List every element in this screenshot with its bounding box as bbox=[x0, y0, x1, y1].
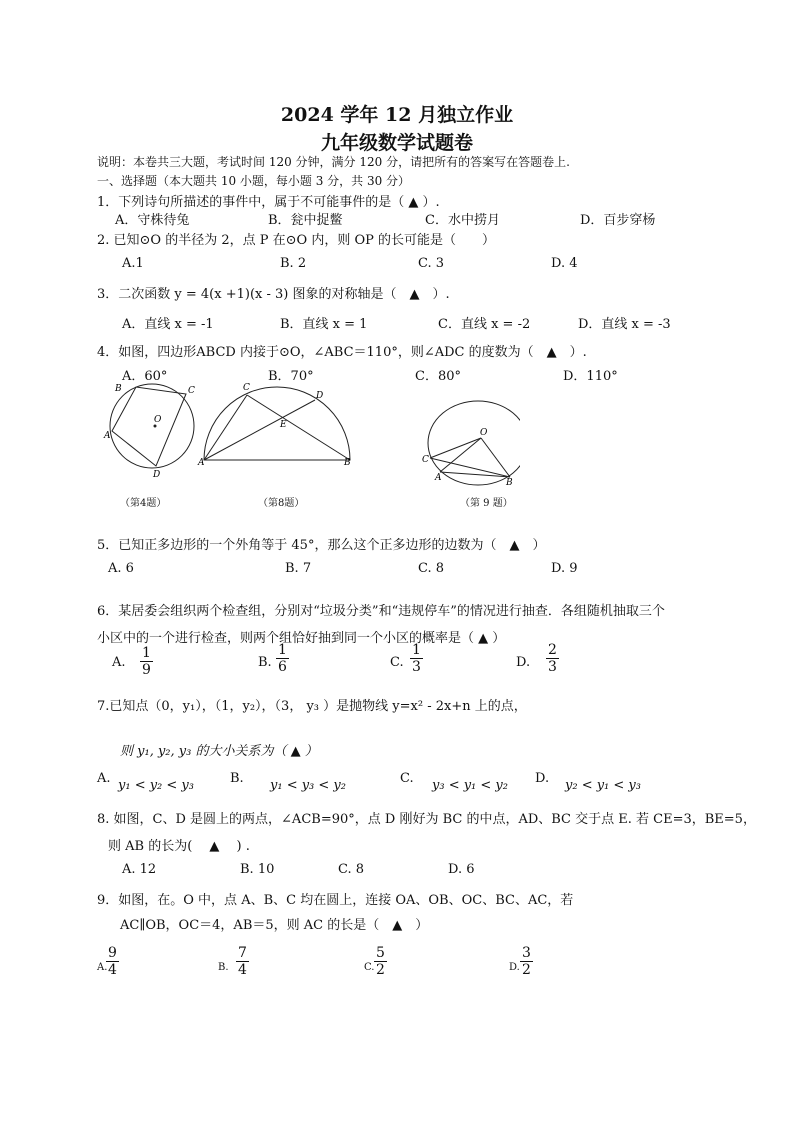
q2-stem: 2. 已知⊙O 的半径为 2，点 P 在⊙O 内，则 OP 的长可能是（ ） bbox=[97, 233, 495, 248]
q7-option-a-label: A. bbox=[97, 771, 111, 786]
section-heading: 一、选择题（本大题共 10 小题，每小题 3 分，共 30 分） bbox=[97, 174, 411, 188]
exam-title: 2024 学年 12 月独立作业 bbox=[280, 104, 514, 126]
q8-stem-line1: 8. 如图，C、D 是圆上的两点，∠ACB=90°，点 D 刚好为 BC 的中点，AD、BC 交于点 E. 若 CE=3，BE=5， bbox=[97, 812, 756, 827]
q2-option-b: B. 2 bbox=[280, 256, 307, 271]
q6-option-a-fraction: $\frac{1}{9}$ bbox=[142, 645, 151, 678]
fig9-label-a: A bbox=[435, 473, 442, 483]
q9-option-b-fraction: $\frac{7}{4}$ bbox=[238, 945, 247, 978]
q6-option-d-label: D. bbox=[516, 655, 531, 670]
fig9-label-o: O bbox=[480, 428, 488, 438]
q5-option-a: A. 6 bbox=[108, 561, 134, 576]
q8-option-b: B. 10 bbox=[240, 862, 275, 877]
figure-8 bbox=[197, 383, 351, 468]
fig8-label-d: D bbox=[316, 391, 324, 401]
q7-option-d-expr: y₂ < y₁ < y₃ bbox=[565, 778, 641, 793]
q4-option-a: A．60° bbox=[122, 369, 168, 384]
caption-fig9: （第 9 题） bbox=[460, 498, 513, 509]
q9-option-c-label: C. bbox=[364, 962, 375, 973]
q6-stem-line2: 小区中的一个进行检查，则两个组恰好抽到同一个小区的概率是（ ▲ ） bbox=[97, 631, 506, 646]
q6-stem-line1: 6．某居委会组织两个检查组，分别对“垃圾分类”和“违规停车”的情况进行抽查．各组随机抽取三个 bbox=[97, 604, 665, 619]
q9-option-a-label: A. bbox=[97, 962, 108, 973]
q6-option-b-fraction: $\frac{1}{6}$ bbox=[278, 642, 287, 675]
figure-4 bbox=[103, 384, 195, 480]
q8-option-c: C. 8 bbox=[338, 862, 365, 877]
caption-fig4: （第4题） bbox=[120, 498, 167, 509]
exam-subtitle: 九年级数学试题卷 bbox=[320, 132, 473, 154]
q5-option-b: B. 7 bbox=[285, 561, 312, 576]
q3-stem: 3．二次函数 y = 4(x +1)(x - 3) 图象的对称轴是（ ▲ ）. bbox=[97, 287, 450, 302]
q3-option-b: B．直线 x = 1 bbox=[280, 317, 368, 332]
fig4-label-b: B bbox=[115, 384, 122, 394]
q1-option-d: D．百步穿杨 bbox=[580, 213, 656, 228]
q8-stem-line2: 则 AB 的长为( ▲ ) . bbox=[108, 839, 250, 854]
q6-option-a-label: A. bbox=[112, 655, 126, 670]
q8-option-d: D. 6 bbox=[448, 862, 475, 877]
q7-option-c-expr: y₃ < y₁ < y₂ bbox=[432, 778, 508, 793]
q5-option-c: C. 8 bbox=[418, 561, 445, 576]
q2-option-a: A.1 bbox=[122, 256, 144, 271]
q9-option-d-label: D. bbox=[509, 962, 520, 973]
q7-option-b-label: B. bbox=[230, 771, 244, 786]
figures-row bbox=[100, 380, 520, 490]
q3-option-c: C．直线 x = -2 bbox=[438, 317, 531, 332]
fig4-label-o: O bbox=[154, 415, 162, 425]
q1-stem: 1．下列诗句所描述的事件中，属于不可能事件的是（ ▲ ）. bbox=[97, 195, 440, 210]
q2-option-d: D. 4 bbox=[551, 256, 578, 271]
q9-option-a-fraction: $\frac{9}{4}$ bbox=[108, 945, 117, 978]
q1-option-b: B．瓮中捉鳖 bbox=[268, 213, 343, 228]
figure-9 bbox=[422, 401, 520, 488]
q9-stem-line1: 9．如图，在。O 中，点 A、B、C 均在圆上，连接 OA、OB、OC、BC、AC，若 bbox=[97, 893, 574, 908]
q6-option-c-label: C. bbox=[390, 655, 404, 670]
q7-stem-line2: 则 y₁, y₂, y₃ 的大小关系为（ ▲ ） bbox=[120, 744, 318, 759]
q9-option-b-label: B. bbox=[218, 962, 229, 973]
q4-option-d: D．110° bbox=[563, 369, 618, 384]
q7-option-b-expr: y₁ < y₃ < y₂ bbox=[270, 778, 346, 793]
q1-option-c: C．水中捞月 bbox=[425, 213, 500, 228]
q3-option-a: A．直线 x = -1 bbox=[122, 317, 214, 332]
fig4-label-a: A bbox=[104, 431, 111, 441]
fig4-label-c: C bbox=[188, 386, 195, 396]
q6-option-d-fraction: $\frac{2}{3}$ bbox=[548, 642, 557, 675]
q7-stem-line1: 7.已知点（0，y₁），（1，y₂），（3， y₃ ）是抛物线 y=x² - 2x+n 上的点， bbox=[97, 699, 527, 714]
q9-stem-line2: AC∥OB，OC＝4，AB＝5，则 AC 的长是（ ▲ ） bbox=[120, 918, 429, 933]
fig8-label-e: E bbox=[280, 420, 287, 430]
q7-option-c-label: C. bbox=[400, 771, 414, 786]
q4-option-c: C．80° bbox=[415, 369, 461, 384]
fig4-label-d: D bbox=[153, 470, 161, 480]
q9-option-d-fraction: $\frac{3}{2}$ bbox=[522, 945, 531, 978]
q9-option-c-fraction: $\frac{5}{2}$ bbox=[376, 945, 385, 978]
fig9-label-c: C bbox=[422, 455, 429, 465]
q6-option-b-label: B. bbox=[258, 655, 272, 670]
q4-stem: 4．如图，四边形ABCD 内接于⊙O，∠ABC＝110°，则∠ADC 的度数为（ ▲ ）. bbox=[97, 345, 587, 360]
q7-option-d-label: D. bbox=[535, 771, 550, 786]
q5-option-d: D. 9 bbox=[551, 561, 578, 576]
q1-option-a: A．守株待兔 bbox=[115, 213, 190, 228]
caption-fig8: （第8题） bbox=[258, 498, 305, 509]
q4-option-b: B．70° bbox=[268, 369, 314, 384]
q5-stem: 5．已知正多边形的一个外角等于 45°，那么这个正多边形的边数为（ ▲ ） bbox=[97, 538, 546, 553]
q7-option-a-expr: y₁ < y₂ < y₃ bbox=[118, 778, 194, 793]
q3-option-d: D．直线 x = -3 bbox=[578, 317, 671, 332]
fig8-label-a: A bbox=[198, 458, 205, 468]
fig9-label-b: B bbox=[506, 478, 513, 488]
q2-option-c: C. 3 bbox=[418, 256, 445, 271]
q8-option-a: A. 12 bbox=[122, 862, 157, 877]
instructions: 说明：本卷共三大题，考试时间 120 分钟，满分 120 分，请把所有的答案写在答题卷上. bbox=[97, 155, 570, 169]
fig8-label-c: C bbox=[243, 383, 250, 393]
fig8-label-b: B bbox=[344, 458, 351, 468]
q6-option-c-fraction: $\frac{1}{3}$ bbox=[412, 642, 421, 675]
